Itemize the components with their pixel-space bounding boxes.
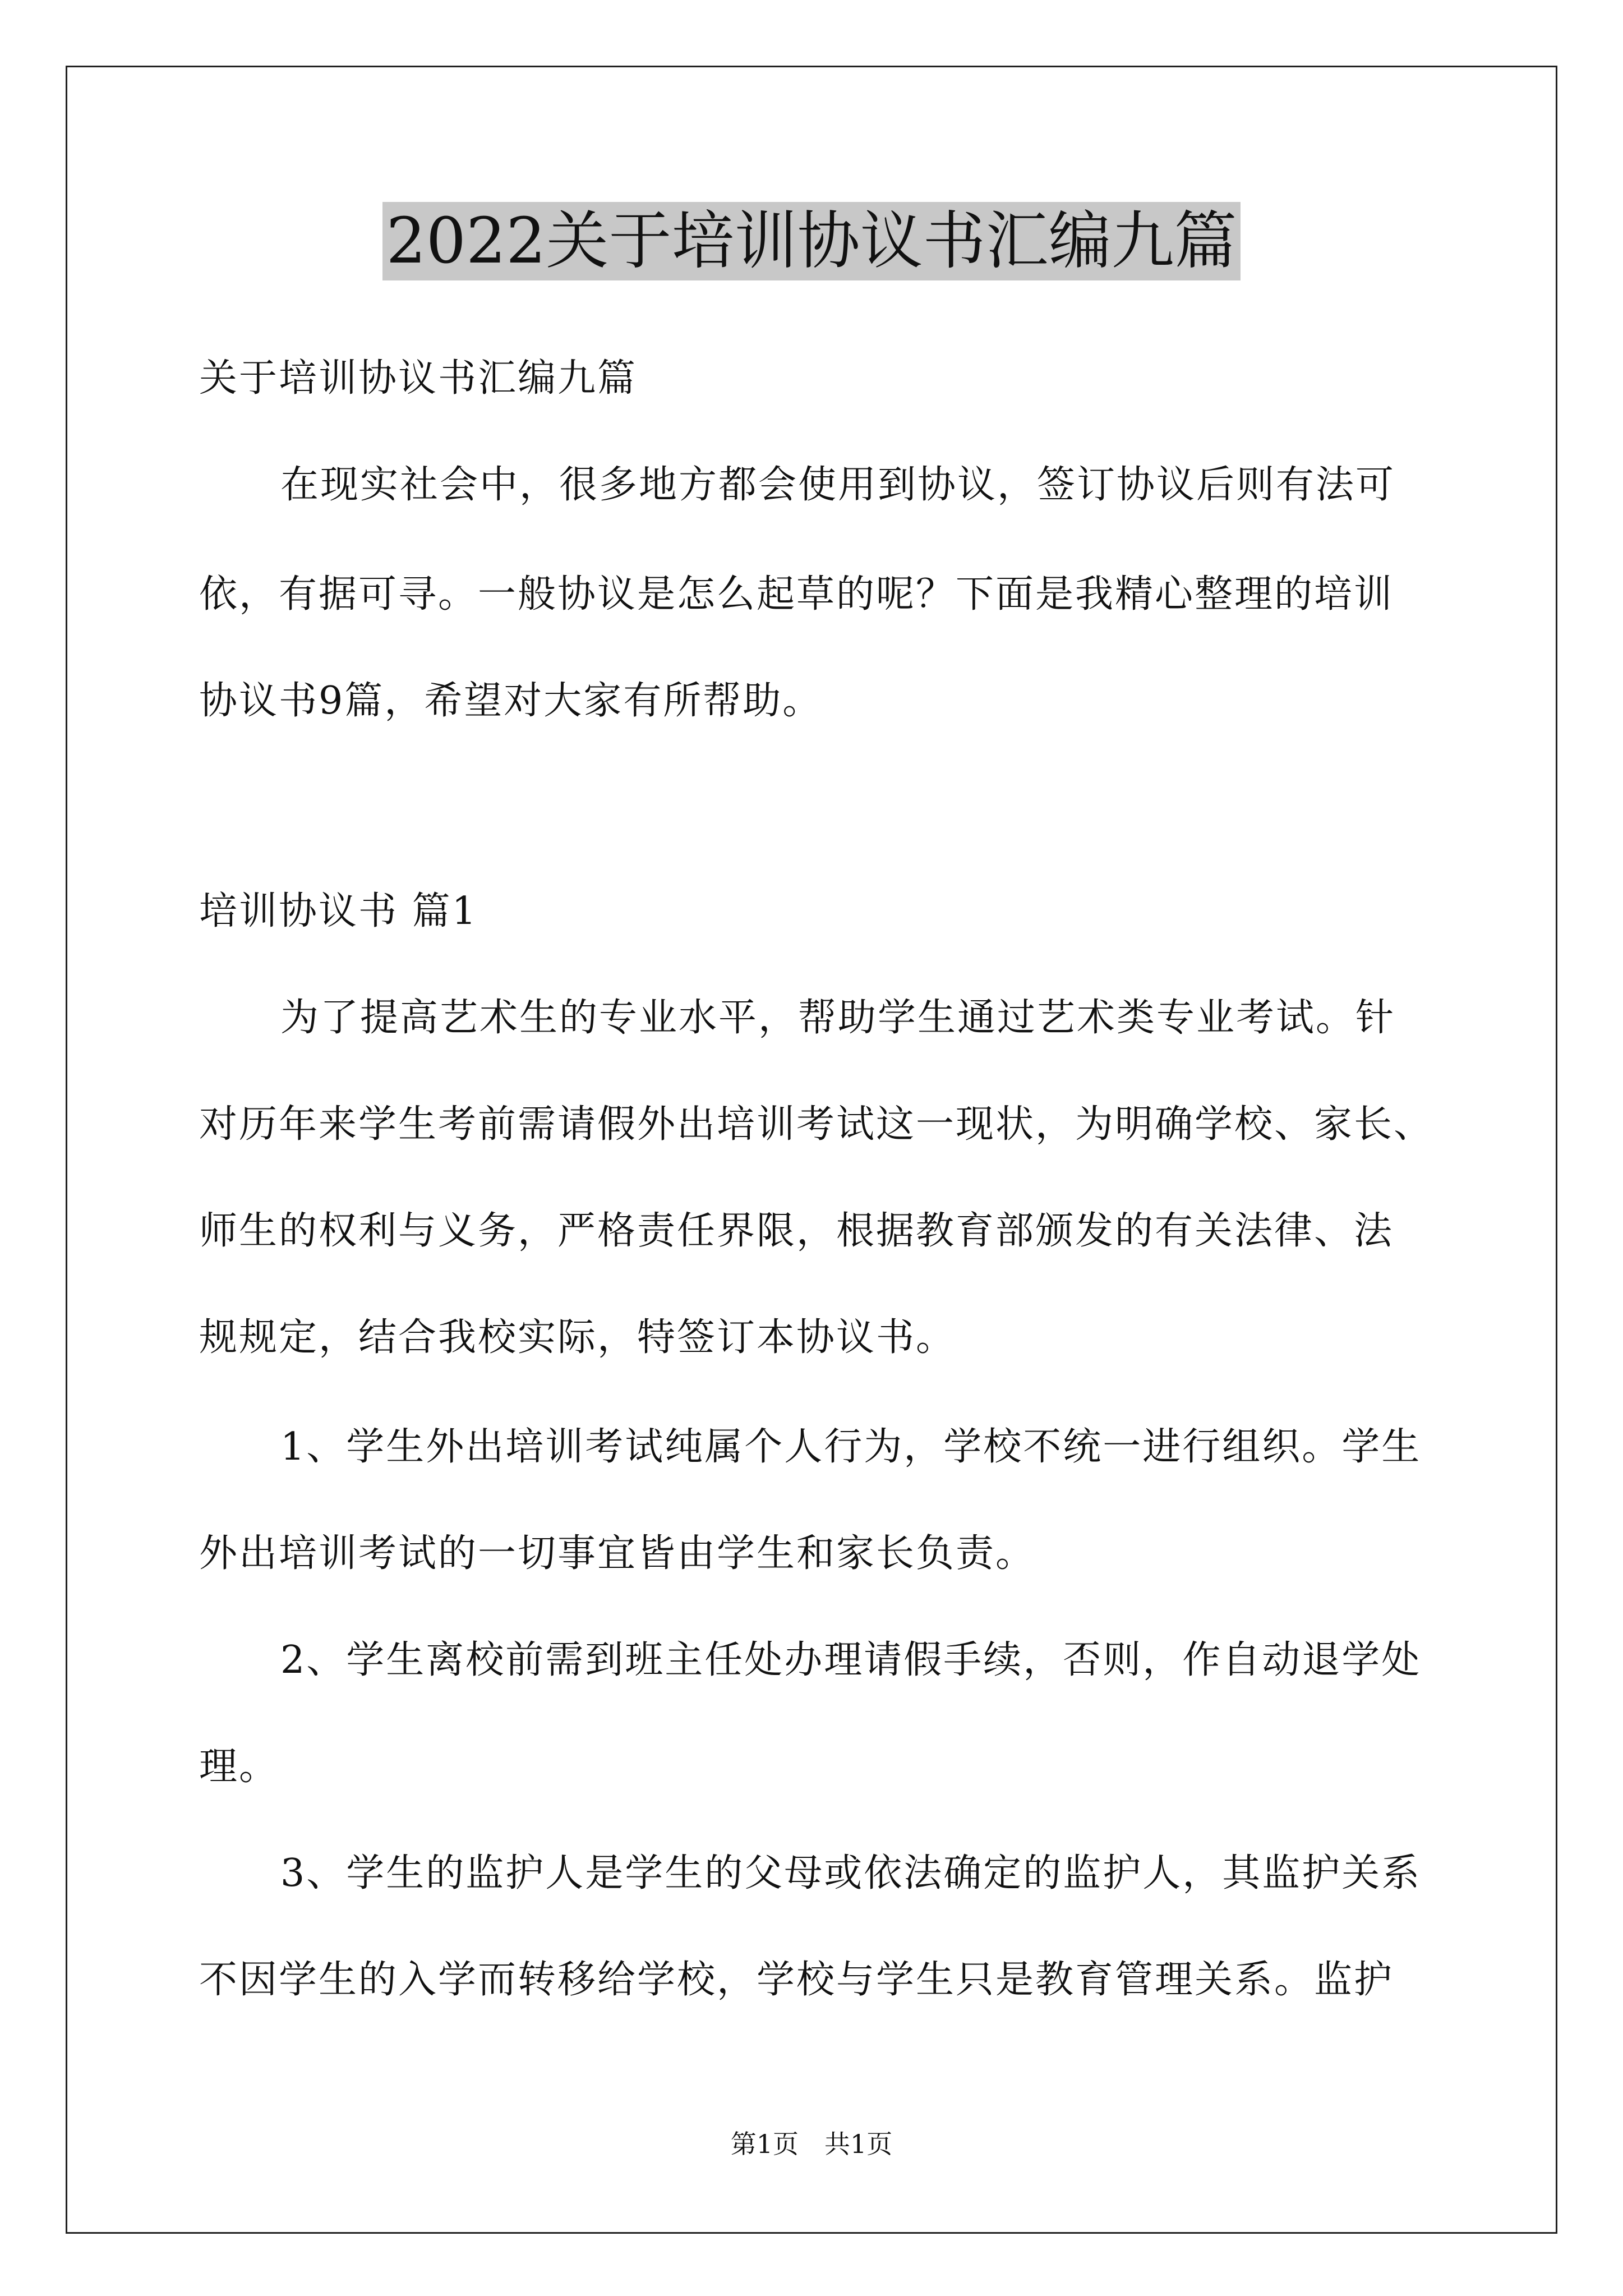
section-line-1: 为了提高艺术生的专业水平，帮助学生通过艺术类专业考试。针	[280, 996, 1396, 1040]
page-number-footer: 第1页 共1页	[730, 2129, 893, 2159]
intro-line-1: 在现实社会中，很多地方都会使用到协议，签订协议后则有法可	[280, 463, 1396, 507]
intro-line-2: 依，有据可寻。一般协议是怎么起草的呢？下面是我精心整理的培训	[199, 572, 1394, 616]
section-line-10: 不因学生的入学而转移给学校，学校与学生只是教育管理关系。监护	[199, 1958, 1394, 2002]
section-line-8: 理。	[199, 1745, 279, 1789]
section-line-2: 对历年来学生考前需请假外出培训考试这一现状，为明确学校、家长、	[199, 1102, 1434, 1147]
section-line-3: 师生的权利与义务，严格责任界限，根据教育部颁发的有关法律、法	[199, 1209, 1394, 1253]
section-line-5: 1、学生外出培训考试纯属个人行为，学校不统一进行组织。学生	[280, 1425, 1422, 1469]
document-title: 2022关于培训协议书汇编九篇	[382, 202, 1240, 280]
section-line-9: 3、学生的监护人是学生的父母或依法确定的监护人，其监护关系	[280, 1851, 1422, 1895]
document-subtitle: 关于培训协议书汇编九篇	[199, 356, 638, 401]
section-heading: 培训协议书 篇1	[199, 889, 478, 933]
section-line-7: 2、学生离校前需到班主任处办理请假手续，否则，作自动退学处	[280, 1638, 1422, 1682]
section-line-4: 规规定，结合我校实际，特签订本协议书。	[199, 1315, 956, 1360]
intro-line-3: 协议书9篇，希望对大家有所帮助。	[199, 679, 823, 723]
section-line-6: 外出培训考试的一切事宜皆由学生和家长负责。	[199, 1531, 1036, 1576]
title-container	[0, 202, 1623, 280]
